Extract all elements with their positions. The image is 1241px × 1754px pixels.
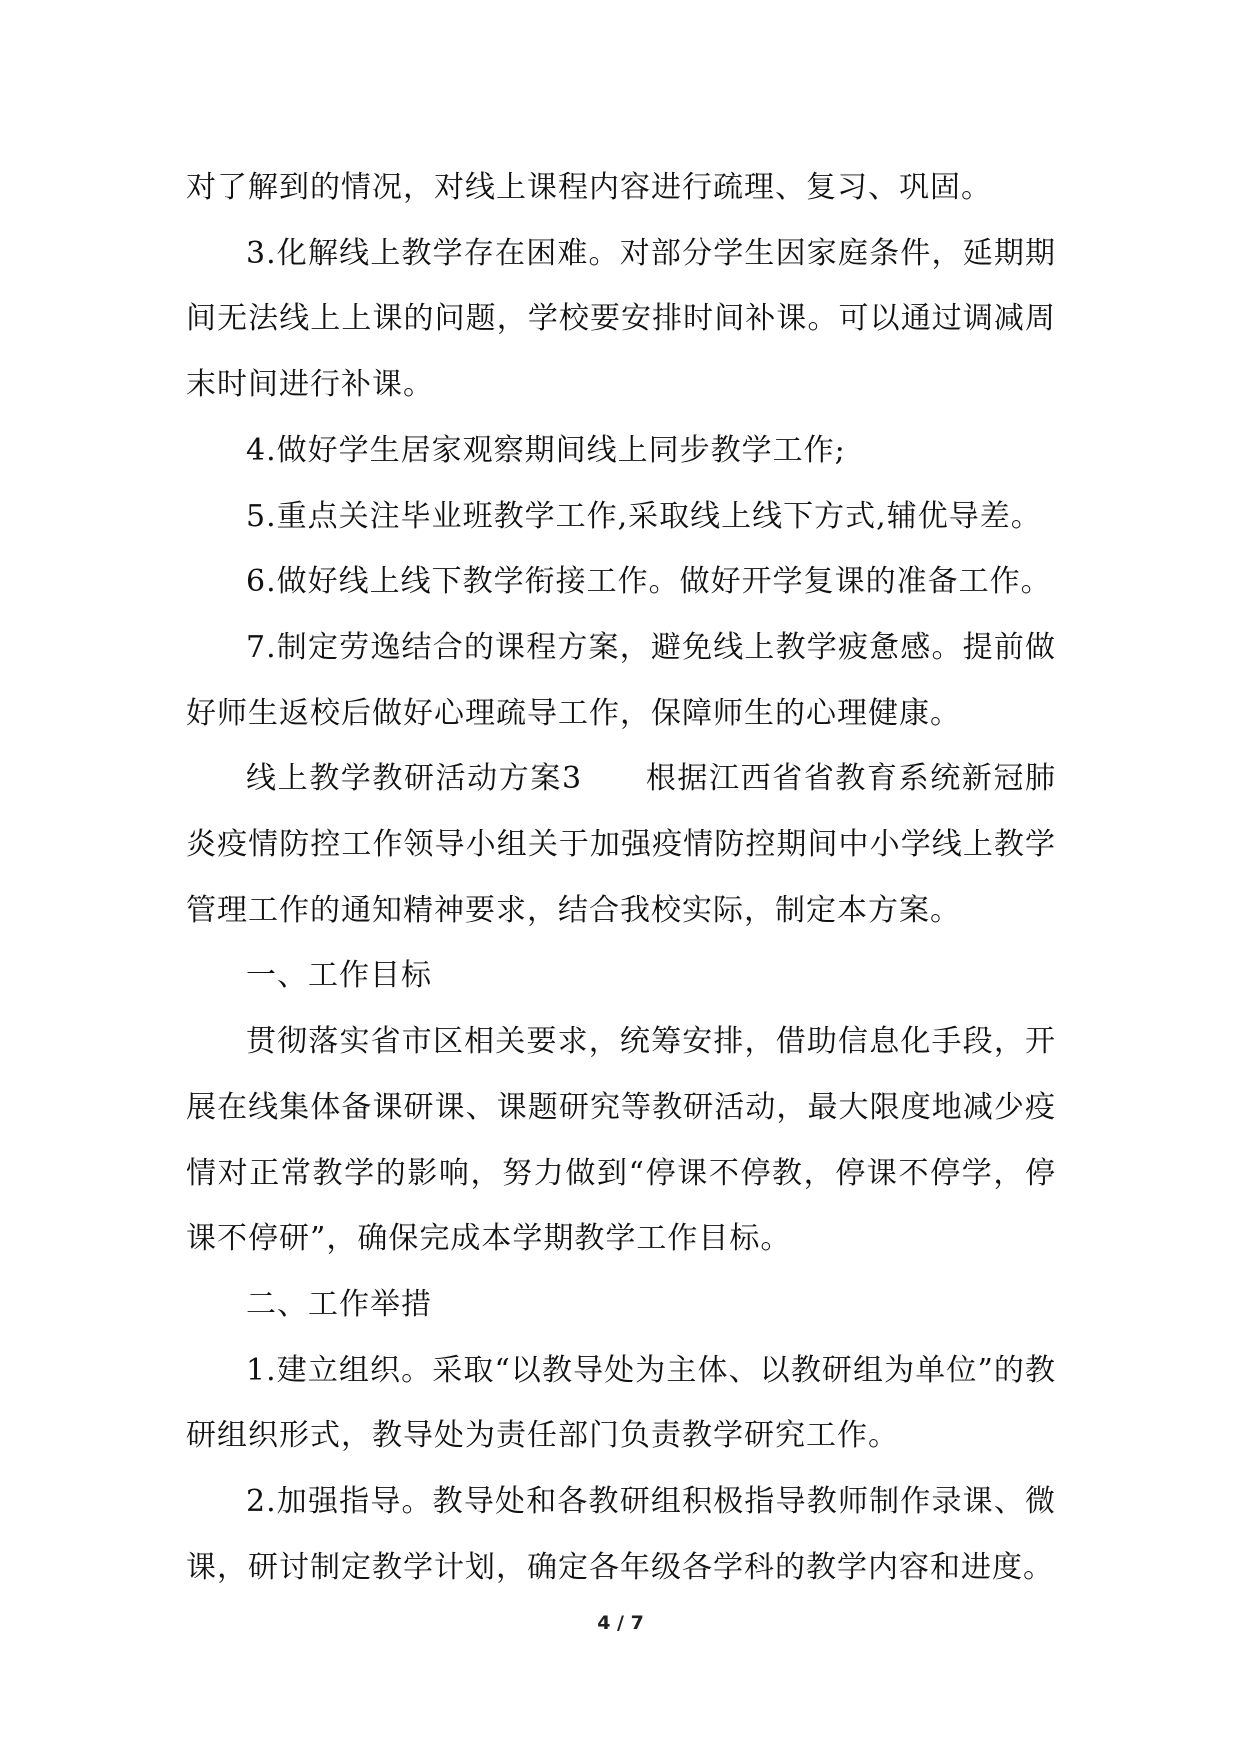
paragraph-item-6: 6.做好线上线下教学衔接工作。做好开学复课的准备工作。 [246, 564, 1052, 600]
paragraph-measure-2: 2.加强指导。教导处和各教研组积极指导教师制作录课、微课，研讨制定教学计划，确定各年级各学科的教学内容和进度。 [186, 1484, 1056, 1585]
paragraph-measure-1: 1.建立组织。采取“以教导处为主体、以教研组为单位”的教研组织形式，教导处为责任部门负责教学研究工作。 [186, 1352, 1056, 1454]
paragraph-continuation: 对了解到的情况，对线上课程内容进行疏理、复习、巩固。 [186, 170, 992, 205]
paragraph-plan-intro: 线上教学教研活动方案3 根据江西省省教育系统新冠肺炎疫情防控工作领导小组关于加强疫情防控期间中小学线上教学管理工作的通知精神要求，结合我校实际，制定本方案。 [186, 761, 1056, 928]
section-heading-goals: 一、工作目标 [246, 958, 432, 994]
paragraph-item-7: 7.制定劳逸结合的课程方案，避免线上教学疲惫感。提前做好师生返校后做好心理疏导工作，保障师生的心理健康。 [186, 629, 1056, 731]
paragraph-item-3: 3.化解线上教学存在困难。对部分学生因家庭条件，延期期间无法线上上课的问题，学校要安排时间补课。可以通过调减周末时间进行补课。 [186, 235, 1056, 403]
page-number: 4 / 7 [597, 1612, 644, 1634]
section-heading-measures: 二、工作举措 [246, 1286, 432, 1322]
paragraph-goals: 贯彻落实省市区相关要求，统筹安排，借助信息化手段，开展在线集体备课研课、课题研究等教研活动，最大限度地减少疫情对正常教学的影响，努力做到“停课不停教，停课不停学，停课不停研”，确保完成本学期教学工作目标。 [186, 1024, 1056, 1257]
paragraph-item-5: 5.重点关注毕业班教学工作,采取线上线下方式,辅优导差。 [246, 498, 1042, 534]
document-body [186, 155, 1056, 1600]
paragraph-item-4: 4.做好学生居家观察期间线上同步教学工作; [246, 432, 846, 468]
